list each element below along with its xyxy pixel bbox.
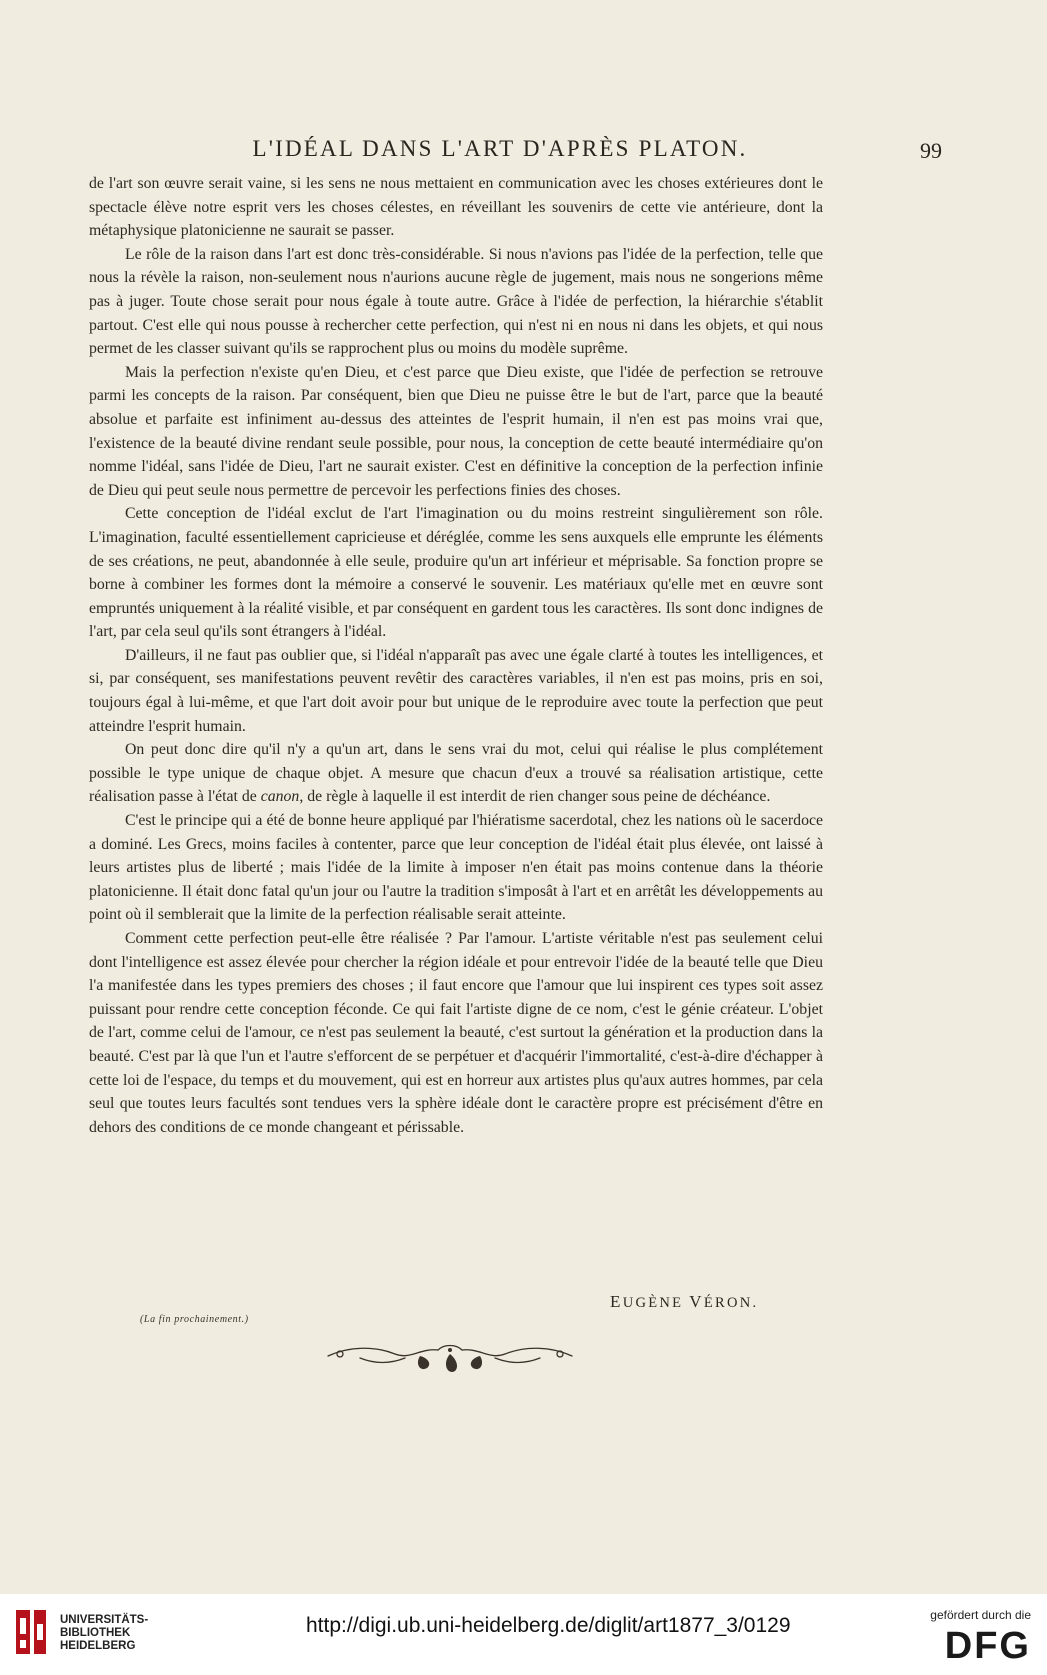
page-header — [90, 136, 942, 166]
library-name-line-1: UNIVERSITÄTS- — [60, 1614, 149, 1626]
signature-initial-last: V — [689, 1292, 704, 1311]
author-signature — [610, 1292, 758, 1312]
running-title: L'IDÉAL DANS L'ART D'APRÈS PLATON. — [252, 136, 748, 161]
continuation-note: (La fin prochainement.) — [140, 1314, 249, 1325]
italic-word-canon: canon — [260, 788, 300, 806]
dfg-logo[interactable]: DFG — [944, 1625, 1031, 1667]
signature-initial-first: E — [610, 1292, 623, 1311]
paragraph-5: D'ailleurs, il ne faut pas oublier que, si l'idéal n'apparaît pas avec une égale clarté à toutes les intelligences, et si, par conséquent, ses manifestations peuvent revêtir des caractères variables, il n'en est pas moins, pris en soi, toujours égal à lui-même, et que l'art doit avoir pour but unique de le reproduire avec toute la perfection que peut atteindre l'esprit humain. — [89, 646, 823, 735]
permalink-url[interactable]: http://digi.ub.uni-heidelberg.de/diglit/art1877_3/0129 — [306, 1614, 791, 1637]
university-library-logo-icon[interactable] — [10, 1604, 52, 1662]
page-number: 99 — [920, 138, 942, 163]
article-body — [89, 172, 823, 1139]
fleuron-ornament-icon — [320, 1334, 580, 1374]
paragraph-6-text-a: On peut donc dire qu'il n'y a qu'un art, dans le sens vrai du mot, celui qui réalise le plus complétement possible le type unique de chaque objet. A mesure que chacun d'eux a trouvé sa réalisation artistique, cette réalisation passe à l'état de — [89, 741, 823, 806]
paragraph-1: de l'art son œuvre serait vaine, si les sens ne nous mettaient en communication avec les choses extérieures dont le spectacle élève notre esprit vers les choses célestes, en réveillant les souvenirs de cette vie antérieure, dont la métaphysique platonicienne ne saurait se passer. — [89, 175, 823, 240]
paragraph-4: Cette conception de l'idéal exclut de l'art l'imagination ou du moins restreint singulièrement son rôle. L'imagination, faculté essentiellement capricieuse et déréglée, comme les sens auxquels elle emprunte les éléments de ses créations, ne peut, abandonnée à elle seule, produire qu'un art inférieur et méprisable. Sa fonction propre se borne à combiner les formes dont la mémoire a conservé le souvenir. Les matériaux qu'elle met en œuvre sont empruntés uniquement à la réalité visible, et par conséquent en gardent tous les caractères. Ils sont donc indignes de l'art, par cela seul qu'ils sont étrangers à l'idéal. — [89, 505, 823, 641]
paragraph-2: Le rôle de la raison dans l'art est donc très-considérable. Si nous n'avions pas l'idée de la perfection, telle que nous la révèle la raison, non-seulement nous n'aurions aucune règle de jugement, mais nous ne songerions même pas à juger. Toute chose serait pour nous égale à toute autre. Grâce à l'idée de perfection, la hiérarchie s'établit partout. C'est elle qui nous pousse à rechercher cette perfection, qui n'est ni en nous ni dans les objets, et qui nous permet de les classer suivant qu'ils se rapprochent plus ou moins du modèle suprême. — [89, 245, 823, 358]
funding-caption: gefördert durch die — [930, 1608, 1031, 1622]
library-name[interactable] — [60, 1614, 148, 1653]
paragraph-7: C'est le principe qui a été de bonne heure appliqué par l'hiératisme sacerdotal, chez les nations où le sacerdoce a dominé. Les Grecs, moins faciles à contenter, parce que leur conception de l'idéal était plus élevée, ont laissé à leurs artistes plus de liberté ; mais l'idée de la limite à imposer n'en était pas moins contenue dans la théorie platonicienne. Il était donc fatal qu'un jour ou l'autre la tradition s'imposât à l'art et en arrêtât les développements au point où il semblerait que la limite de la perfection réalisable serait atteinte. — [89, 812, 823, 924]
signature-first-rest: UGÈNE — [622, 1295, 684, 1311]
paragraph-6-text-b: , de règle à laquelle il est interdit de rien changer sous peine de déchéance. — [299, 788, 771, 806]
footer-bar — [0, 1594, 1047, 1675]
paragraph-8: Comment cette perfection peut-elle être réalisée ? Par l'amour. L'artiste véritable n'est pas seulement celui dont l'intelligence est assez élevée pour chercher la région idéale et pour entrevoir l'idée de la beauté telle que Dieu l'a manifestée dans les types premiers des choses ; il faut encore que l'amour que lui inspirent ces types soit assez puissant pour rendre cette conception féconde. Ce qui fait l'artiste digne de ce nom, c'est le génie créateur. L'objet de l'art, comme celui de l'amour, ce n'est pas seulement la beauté, c'est surtout la génération et la production dans la beauté. C'est par là que l'un et l'autre s'efforcent de se perpétuer et d'acquérir l'immortalité, c'est-à-dire d'échapper à cette loi de l'espace, du temps et du mouvement, qui est en horreur aux artistes plus qu'aux autres hommes, par cela seul que toutes leurs facultés sont tendues vers la sphère idéale dont le caractère propre est précisément d'être en dehors des conditions de ce monde changeant et périssable. — [89, 930, 823, 1136]
library-name-line-2: BIBLIOTHEK — [60, 1627, 131, 1639]
paragraph-6 — [89, 738, 823, 809]
library-name-line-3: HEIDELBERG — [60, 1640, 136, 1652]
signature-last-rest: ÉRON. — [703, 1295, 759, 1311]
paragraph-3: Mais la perfection n'existe qu'en Dieu, et c'est parce que Dieu existe, que l'idée de perfection se retrouve parmi les concepts de la raison. Par conséquent, bien que Dieu ne puisse être le but de l'art, parce que la beauté absolue et parfaite est infiniment au-dessus des atteintes de l'esprit humain, il n'en est pas moins vrai que, l'existence de la beauté divine rendant seule possible, pour nous, la conception de cette beauté intermédiaire qu'on nomme l'idéal, sans l'idée de Dieu, l'art ne saurait exister. C'est en définitive la conception de la perfection infinie de Dieu qui peut seule nous permettre de percevoir les perfections finies des choses. — [89, 363, 823, 499]
